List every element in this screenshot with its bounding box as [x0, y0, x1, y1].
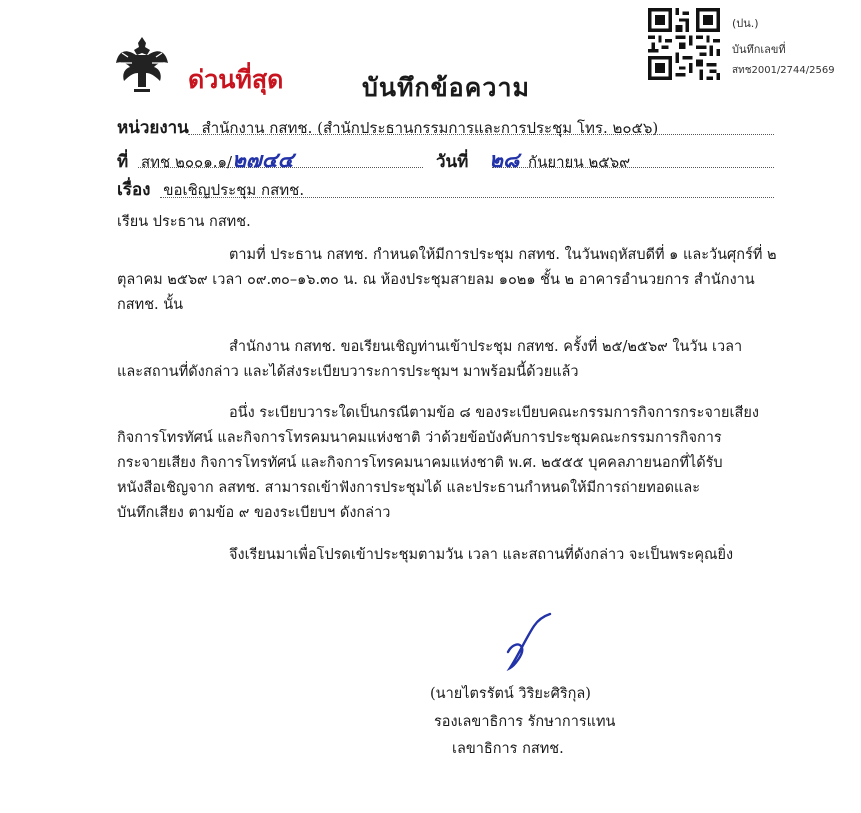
agency-value: สำนักงาน กสทช. (สำนักประธานกรรมการและการประชุม โทร. ๒๐๕๖) [201, 119, 659, 137]
paragraph-3-line: บันทึกเสียง ตามข้อ ๙ ของระเบียบฯ ดังกล่าว [117, 505, 391, 521]
agency-label: หน่วยงาน [117, 118, 189, 138]
date-rest: กันยายน ๒๕๖๙ [527, 153, 631, 171]
paragraph-3-line: หนังสือเชิญจาก ลสทช. สามารถเข้าฟังการประชุมได้ และประธานกำหนดให้มีการถ่ายทอดและ [117, 480, 701, 496]
date-label: วันที่ [436, 152, 469, 172]
paragraph-3-line: กิจการโทรทัศน์ และกิจการโทรคมนาคมแห่งชาติ ว่าด้วยข้อบังคับการประชุมคณะกรรมการกิจการ [117, 430, 722, 446]
ref-prefix: สทช ๒๐๐๑.๑/ [141, 153, 233, 171]
qr-code-icon [648, 8, 720, 80]
salutation: เรียน ประธาน กสทช. [117, 214, 251, 230]
qr-note-line: บันทึกเลขที่ [732, 43, 786, 56]
paragraph-2-line: สำนักงาน กสทช. ขอเรียนเชิญท่านเข้าประชุม กสทช. ครั้งที่ ๒๕/๒๕๖๙ ในวัน เวลา [229, 339, 743, 355]
date-handwritten-day: ๒๘ [489, 148, 520, 172]
paragraph-2-line: และสถานที่ดังกล่าว และได้ส่งระเบียบวาระการประชุมฯ มาพร้อมนี้ด้วยแล้ว [117, 364, 579, 380]
subject-label: เรื่อง [117, 180, 151, 200]
ref-label: ที่ [117, 152, 129, 172]
qr-note-line: (ปน.) [732, 17, 759, 30]
signatory-position-line: เลขาธิการ กสทช. [452, 741, 564, 757]
handwritten-signature [500, 608, 560, 678]
ref-handwritten-number: ๒๗๔๔ [232, 148, 294, 172]
paragraph-1-line: ตามที่ ประธาน กสทช. กำหนดให้มีการประชุม กสทช. ในวันพฤหัสบดีที่ ๑ และวันศุกร์ที่ ๒ [229, 247, 777, 263]
qr-note-line: สทช2001/2744/2569 [732, 65, 835, 76]
subject-value: ขอเชิญประชุม กสทช. [163, 181, 305, 199]
closing-paragraph: จึงเรียนมาเพื่อโปรดเข้าประชุมตามวัน เวลา และสถานที่ดังกล่าว จะเป็นพระคุณยิ่ง [229, 547, 734, 563]
garuda-emblem-icon [114, 33, 170, 93]
signatory-position-line: รองเลขาธิการ รักษาการแทน [434, 714, 616, 730]
signatory-name: (นายไตรรัตน์ วิริยะศิริกุล) [430, 686, 591, 702]
paragraph-3-line: อนึ่ง ระเบียบวาระใดเป็นกรณีตามข้อ ๘ ของระเบียบคณะกรรมการกิจการกระจายเสียง [229, 405, 759, 421]
urgency-stamp: ด่วนที่สุด [188, 65, 284, 94]
paragraph-1-line: ตุลาคม ๒๕๖๙ เวลา ๐๙.๓๐–๑๖.๓๐ น. ณ ห้องประชุมสายลม ๑๐๒๑ ชั้น ๒ อาคารอำนวยการ สำนักงาน [117, 272, 755, 288]
document-title: บันทึกข้อความ [362, 73, 530, 102]
paragraph-1-line: กสทช. นั้น [117, 297, 184, 313]
paragraph-3-line: กระจายเสียง กิจการโทรทัศน์ และกิจการโทรคมนาคมแห่งชาติ พ.ศ. ๒๕๕๕ บุคคลภายนอกที่ได้รับ [117, 455, 723, 471]
